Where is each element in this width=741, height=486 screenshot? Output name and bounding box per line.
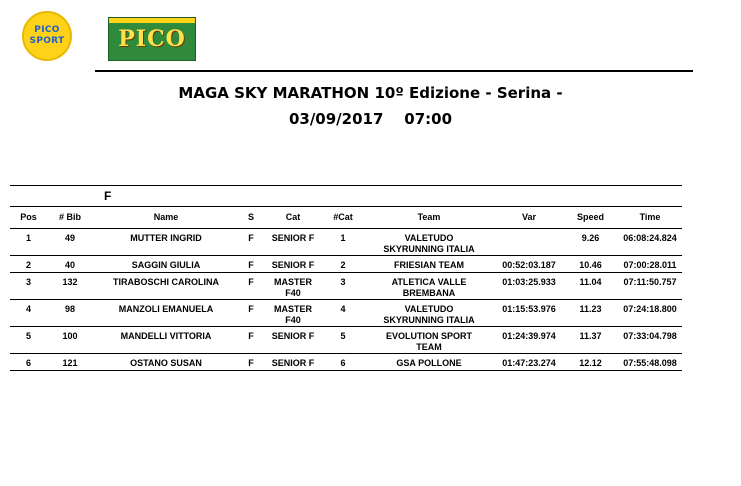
category-group-label: F [93, 186, 239, 207]
cell-team: VALETUDO SKYRUNNING ITALIA [363, 300, 495, 327]
pico-logo [108, 17, 196, 61]
col-header-team: Team [363, 207, 495, 229]
cell-speed: 10.46 [563, 256, 618, 273]
col-header-bib: # Bib [47, 207, 93, 229]
pico-sport-logo [22, 11, 72, 61]
cell-var: 01:47:23.274 [495, 354, 563, 371]
cell-time: 07:00:28.011 [618, 256, 682, 273]
col-header-name: Name [93, 207, 239, 229]
logo-text-line-1: PICO [34, 25, 60, 35]
col-header-catpos: #Cat [323, 207, 363, 229]
cell-speed: 11.23 [563, 300, 618, 327]
cell-time: 07:11:50.757 [618, 273, 682, 300]
col-header-time: Time [618, 207, 682, 229]
cell-speed: 9.26 [563, 229, 618, 256]
cell-speed: 12.12 [563, 354, 618, 371]
pico-logo-text: PICO [118, 26, 186, 52]
cell-speed: 11.37 [563, 327, 618, 354]
logo-text-line-2: SPORT [29, 36, 65, 46]
table-row [10, 229, 682, 256]
cell-var: 01:24:39.974 [495, 327, 563, 354]
cell-cat: SENIOR F [263, 327, 323, 354]
cell-cat: SENIOR F [263, 354, 323, 371]
cell-name: MANDELLI VITTORIA [93, 327, 239, 354]
cell-speed: 11.04 [563, 273, 618, 300]
header-divider [95, 70, 693, 72]
cell-catpos: 5 [323, 327, 363, 354]
cell-bib: 132 [47, 273, 93, 300]
col-header-sex: S [239, 207, 263, 229]
table-row [10, 327, 682, 354]
cell-bib: 49 [47, 229, 93, 256]
cell-bib: 100 [47, 327, 93, 354]
cell-var: 01:15:53.976 [495, 300, 563, 327]
cell-time: 07:24:18.800 [618, 300, 682, 327]
col-header-cat: Cat [263, 207, 323, 229]
cell-team: EVOLUTION SPORT TEAM [363, 327, 495, 354]
event-time: 07:00 [404, 110, 453, 128]
table-row [10, 273, 682, 300]
cell-team: ATLETICA VALLE BREMBANA [363, 273, 495, 300]
table-row [10, 256, 682, 273]
event-date: 03/09/2017 [288, 110, 384, 128]
cell-sex: F [239, 300, 263, 327]
cell-bib: 98 [47, 300, 93, 327]
cell-var: 01:03:25.933 [495, 273, 563, 300]
cell-var: 00:52:03.187 [495, 256, 563, 273]
cell-pos: 3 [10, 273, 47, 300]
cell-cat: MASTER F40 [263, 300, 323, 327]
table-row [10, 300, 682, 327]
cell-name: MUTTER INGRID [93, 229, 239, 256]
cell-pos: 1 [10, 229, 47, 256]
event-datetime [0, 110, 741, 128]
table-header [10, 207, 682, 229]
cell-sex: F [239, 273, 263, 300]
cell-sex: F [239, 327, 263, 354]
cell-team: GSA POLLONE [363, 354, 495, 371]
col-header-var: Var [495, 207, 563, 229]
cell-time: 07:55:48.098 [618, 354, 682, 371]
event-title: MAGA SKY MARATHON 10º Edizione - Serina - [178, 84, 563, 102]
cell-cat: SENIOR F [263, 229, 323, 256]
cell-bib: 40 [47, 256, 93, 273]
cell-pos: 2 [10, 256, 47, 273]
cell-team: FRIESIAN TEAM [363, 256, 495, 273]
cell-name: TIRABOSCHI CAROLINA [93, 273, 239, 300]
cell-bib: 121 [47, 354, 93, 371]
results-table [10, 185, 682, 371]
cell-name: MANZOLI EMANUELA [93, 300, 239, 327]
cell-name: SAGGIN GIULIA [93, 256, 239, 273]
cell-time: 06:08:24.824 [618, 229, 682, 256]
cell-sex: F [239, 354, 263, 371]
cell-catpos: 3 [323, 273, 363, 300]
cell-catpos: 2 [323, 256, 363, 273]
table-row [10, 354, 682, 371]
cell-catpos: 6 [323, 354, 363, 371]
col-header-speed: Speed [563, 207, 618, 229]
cell-catpos: 4 [323, 300, 363, 327]
col-header-pos: Pos [10, 207, 47, 229]
cell-time: 07:33:04.798 [618, 327, 682, 354]
cell-cat: MASTER F40 [263, 273, 323, 300]
cell-cat: SENIOR F [263, 256, 323, 273]
cell-pos: 6 [10, 354, 47, 371]
cell-sex: F [239, 256, 263, 273]
cell-catpos: 1 [323, 229, 363, 256]
cell-name: OSTANO SUSAN [93, 354, 239, 371]
cell-var [495, 229, 563, 256]
cell-team: VALETUDO SKYRUNNING ITALIA [363, 229, 495, 256]
cell-sex: F [239, 229, 263, 256]
cell-pos: 5 [10, 327, 47, 354]
cell-pos: 4 [10, 300, 47, 327]
